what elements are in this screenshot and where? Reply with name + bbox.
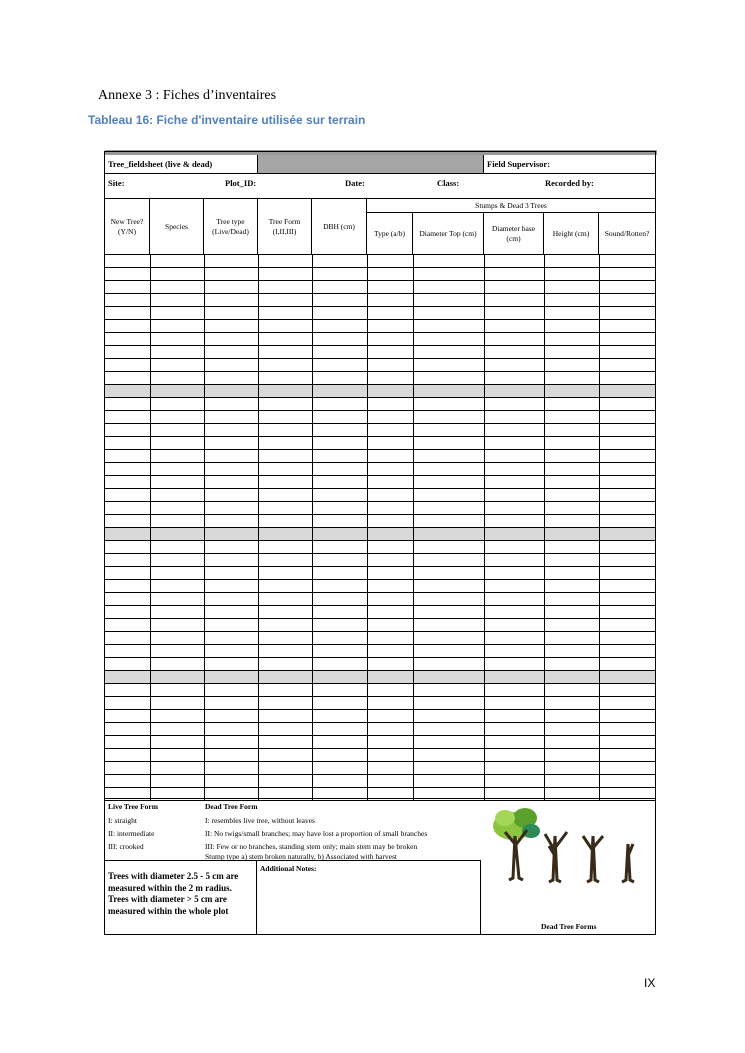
table-row <box>105 671 655 684</box>
table-row <box>105 658 655 671</box>
table-row <box>105 489 655 502</box>
dead-form-item: I: resembles live tree, without leaves <box>205 816 315 825</box>
table-row <box>105 398 655 411</box>
live-form-item: III: crooked <box>108 842 144 851</box>
table-row <box>105 372 655 385</box>
dead-tree-icon <box>545 832 567 882</box>
table-row <box>105 684 655 697</box>
table-row <box>105 723 655 736</box>
table-row <box>105 775 655 788</box>
col-tree-type: Tree type (Live/Dead) <box>204 199 258 254</box>
column-divider <box>599 255 600 801</box>
sheet-info-row <box>105 174 655 199</box>
dead-stump-icon <box>622 844 634 882</box>
table-row <box>105 385 655 398</box>
column-divider <box>544 255 545 801</box>
live-tree-form-title: Live Tree Form <box>108 802 158 811</box>
table-row <box>105 359 655 372</box>
table-row <box>105 528 655 541</box>
table-row <box>105 424 655 437</box>
page-number: IX <box>644 976 656 990</box>
class-label: Class: <box>437 178 460 188</box>
table-row <box>105 593 655 606</box>
col-tree-form: Tree Form (I,II,III) <box>258 199 312 254</box>
table-row <box>105 515 655 528</box>
col-diameter-base: Diameter base (cm) <box>484 213 544 254</box>
table-row <box>105 333 655 346</box>
table-row <box>105 645 655 658</box>
table-row <box>105 476 655 489</box>
title-shaded-cell <box>258 155 484 173</box>
dead-tree-icon <box>583 836 603 882</box>
dead-tree-form-title: Dead Tree Form <box>205 802 258 811</box>
col-dbh: DBH (cm) <box>312 199 367 254</box>
sheet-title-row <box>105 155 655 174</box>
table-row <box>105 749 655 762</box>
column-divider <box>204 255 205 801</box>
table-row <box>105 697 655 710</box>
column-divider <box>150 255 151 801</box>
plot-id-label: Plot_ID: <box>225 178 257 188</box>
table-row <box>105 463 655 476</box>
col-diameter-top: Diameter Top (cm) <box>413 213 484 254</box>
column-divider <box>258 255 259 801</box>
live-form-item: II: intermediate <box>108 829 155 838</box>
table-row <box>105 437 655 450</box>
annex-heading: Annexe 3 : Fiches d’inventaires <box>98 88 277 103</box>
table-row <box>105 541 655 554</box>
recorded-by-label: Recorded by: <box>545 178 594 188</box>
table-row <box>105 320 655 333</box>
dead-tree-forms-label: Dead Tree Forms <box>541 922 597 931</box>
dead-tree-forms-illustration <box>483 796 655 934</box>
col-sound-rotten: Sound/Rotten? <box>604 228 650 238</box>
table-row <box>105 502 655 515</box>
data-grid <box>105 255 655 801</box>
dead-form-item: Stump type a) stem broken naturally, b) Associated with harvest <box>205 852 397 861</box>
table-row <box>105 762 655 775</box>
diameter-note: Trees with diameter 2.5 - 5 cm are measured within the 2 m radius. Trees with diameter > 5 cm are measured within the whole plot <box>105 860 257 934</box>
field-supervisor-label: Field Supervisor: <box>487 159 551 169</box>
additional-notes-box: Additional Notes: <box>257 860 481 934</box>
table-row <box>105 554 655 567</box>
col-species: Species <box>150 199 204 254</box>
column-header-row <box>105 199 655 255</box>
table-row <box>105 632 655 645</box>
table-row <box>105 567 655 580</box>
col-new-tree: New Tree? (Y/N) <box>105 199 150 254</box>
date-label: Date: <box>345 178 365 188</box>
leafy-tree-icon <box>493 808 540 880</box>
table-row <box>105 294 655 307</box>
dead-form-item: III: Few or no branches, standing stem only; main stem may be broken <box>205 842 418 851</box>
table-row <box>105 255 655 268</box>
site-label: Site: <box>108 178 125 188</box>
table-row <box>105 450 655 463</box>
stumps-header: Stumps & Dead 3 Trees <box>367 199 655 213</box>
sheet-title: Tree_fieldsheet (live & dead) <box>105 155 258 173</box>
table-row <box>105 710 655 723</box>
bottom-section <box>105 860 655 934</box>
table-row <box>105 580 655 593</box>
table-row <box>105 281 655 294</box>
table-row <box>105 268 655 281</box>
table-caption: Tableau 16: Fiche d'inventaire utilisée sur terrain <box>88 113 366 127</box>
col-height: Height (cm) <box>544 213 599 254</box>
table-row <box>105 606 655 619</box>
live-form-item: I: straight <box>108 816 137 825</box>
dead-form-item: II: No twigs/small branches; may have lost a proportion of small branches <box>205 829 428 838</box>
field-sheet <box>104 151 656 935</box>
column-divider <box>367 255 368 801</box>
column-divider <box>413 255 414 801</box>
column-divider <box>312 255 313 801</box>
table-row <box>105 736 655 749</box>
column-divider <box>484 255 485 801</box>
col-stump-type: Type (a/b) <box>367 213 413 254</box>
table-row <box>105 411 655 424</box>
table-row <box>105 346 655 359</box>
table-row <box>105 307 655 320</box>
table-row <box>105 619 655 632</box>
